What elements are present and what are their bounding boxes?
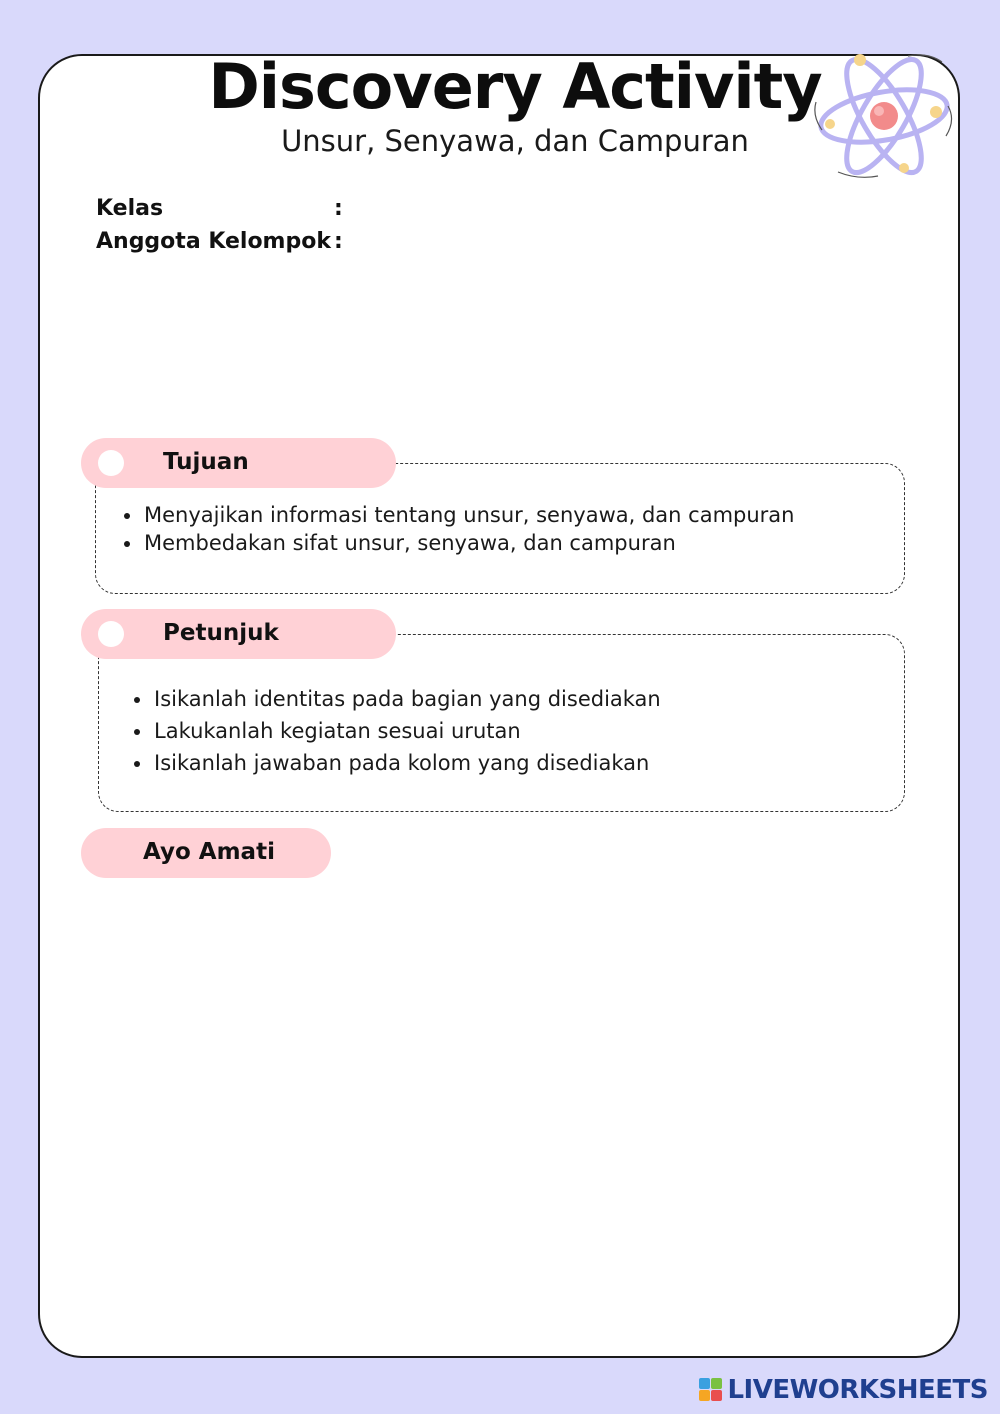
list-item: Isikanlah jawaban pada kolom yang disediakan	[130, 747, 890, 779]
ayo-amati-header	[81, 828, 331, 878]
class-field	[96, 194, 343, 224]
class-label: Kelas	[96, 196, 164, 221]
petunjuk-header	[81, 609, 396, 659]
page-title: Discovery Activity	[208, 50, 822, 123]
petunjuk-list	[130, 683, 890, 779]
brand-footer	[699, 1373, 988, 1407]
tujuan-header	[81, 438, 396, 488]
tujuan-dot	[98, 450, 124, 476]
petunjuk-dot	[98, 621, 124, 647]
brand-name: LIVEWORKSHEETS	[727, 1375, 988, 1405]
group-field	[96, 227, 343, 257]
liveworksheets-logo-icon	[699, 1378, 723, 1402]
group-colon: :	[334, 229, 343, 254]
page-subtitle: Unsur, Senyawa, dan Campuran	[281, 124, 749, 158]
class-colon: :	[334, 196, 343, 221]
list-item: Lakukanlah kegiatan sesuai urutan	[130, 715, 890, 747]
list-item: Isikanlah identitas pada bagian yang disediakan	[130, 683, 890, 715]
tujuan-title: Tujuan	[163, 449, 249, 475]
list-item: Membedakan sifat unsur, senyawa, dan campuran	[120, 529, 880, 557]
list-item: Menyajikan informasi tentang unsur, senyawa, dan campuran	[120, 501, 880, 529]
petunjuk-title: Petunjuk	[163, 620, 279, 646]
group-label: Anggota Kelompok	[96, 229, 331, 254]
tujuan-list	[120, 501, 880, 557]
ayo-amati-title: Ayo Amati	[143, 839, 275, 865]
atom-icon	[808, 46, 960, 186]
